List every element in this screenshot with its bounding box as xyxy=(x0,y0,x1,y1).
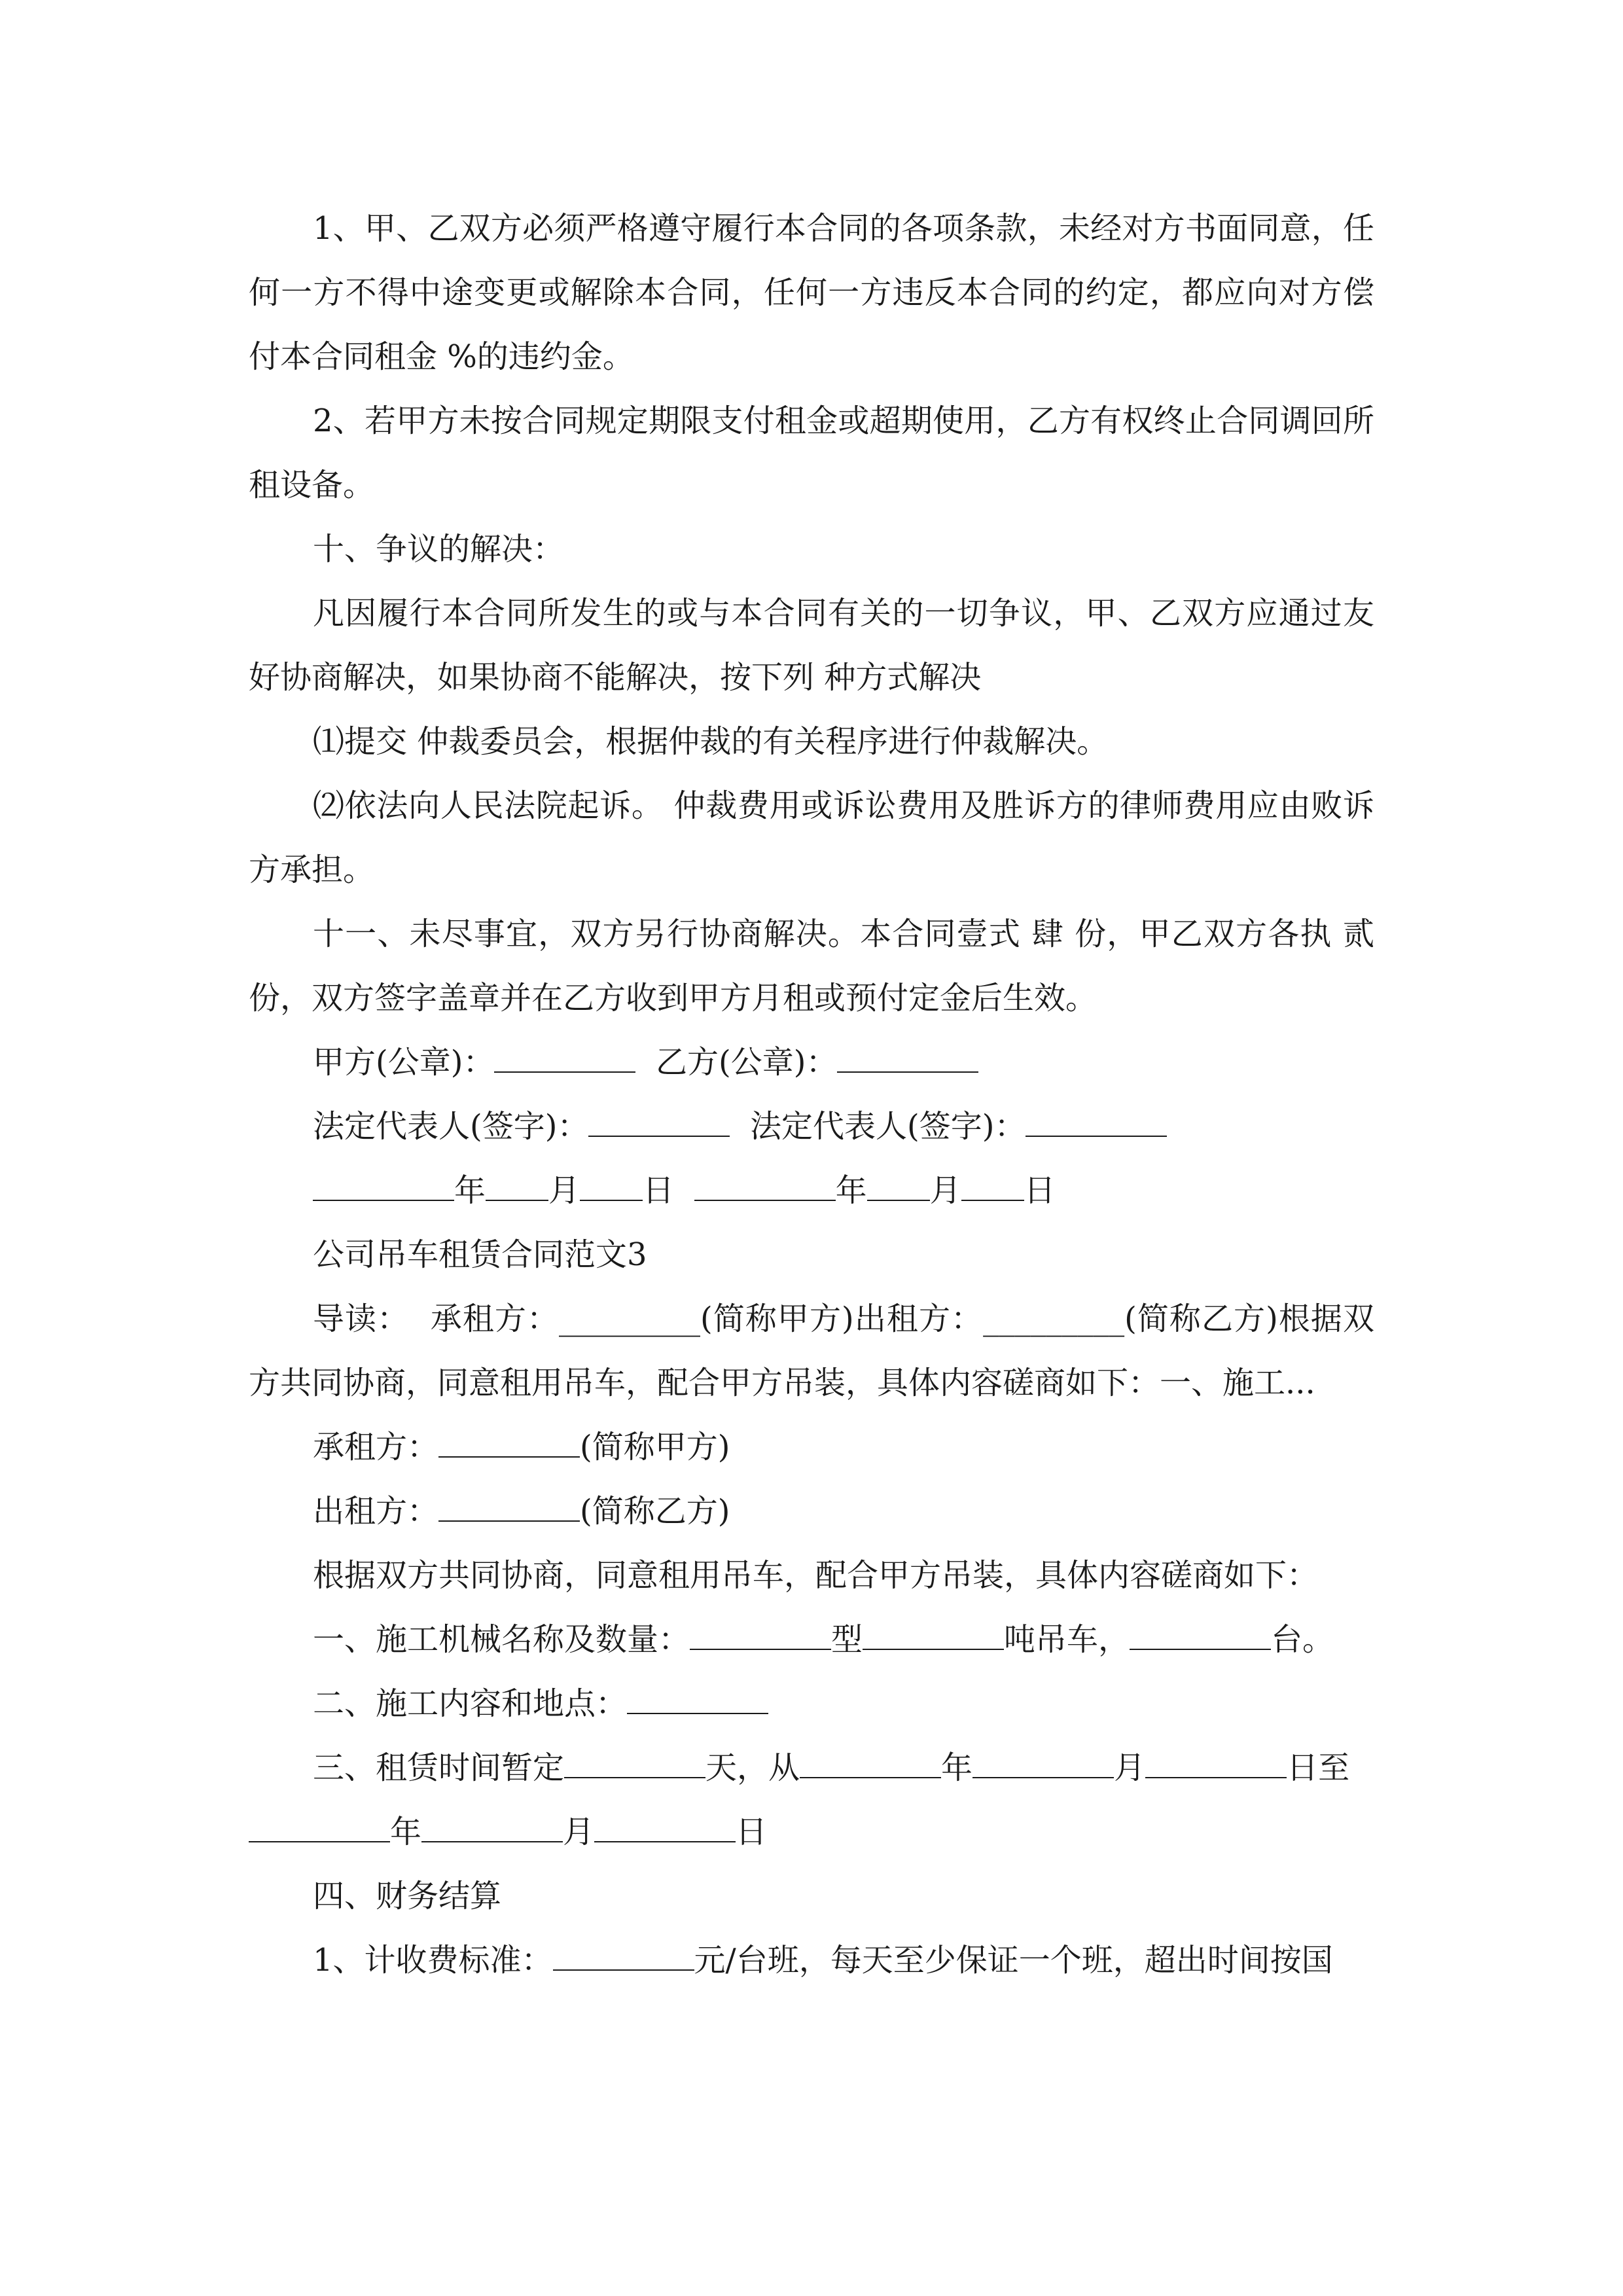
item-1-label: 一、施工机械名称及数量： xyxy=(313,1621,690,1658)
date-a-month-blank[interactable] xyxy=(486,1160,548,1201)
item-3-start-month: 月 xyxy=(1114,1749,1146,1786)
dispute-heading: 十、争议的解决： xyxy=(313,531,565,567)
item-3-days-blank[interactable] xyxy=(564,1738,705,1778)
party-a-seal-blank[interactable] xyxy=(494,1032,635,1073)
item-2-blank[interactable] xyxy=(627,1674,768,1714)
item-1-type: 型 xyxy=(831,1621,863,1658)
item-1-ton-blank[interactable] xyxy=(863,1609,1004,1650)
item-3-to: 日至 xyxy=(1287,1749,1350,1786)
item-3-days: 天，从 xyxy=(705,1749,800,1786)
date-b-day-blank[interactable] xyxy=(961,1160,1024,1201)
item-3-start-year-blank[interactable] xyxy=(800,1738,941,1778)
fee-blank[interactable] xyxy=(553,1930,694,1971)
intro-paragraph: 导读： 承租方：_________(简称甲方)出租方：_________(简称乙方)根据双方共同协商，同意租用吊车，配合甲方吊装，具体内容磋商如下：一、施工... xyxy=(249,1300,1374,1401)
item-3-end-day: 日 xyxy=(736,1814,768,1850)
party-a-rep-label: 法定代表人(签字)： xyxy=(313,1108,589,1145)
litigation-option: ⑵依法向人民法院起诉。 仲裁费用或诉讼费用及胜诉方的律师费用应由败诉方承担。 xyxy=(249,787,1374,888)
date-a-year-label: 年 xyxy=(454,1172,486,1209)
date-a-year-blank[interactable] xyxy=(313,1160,454,1201)
party-b-seal-label: 乙方(公章)： xyxy=(655,1044,838,1081)
item-1-count-blank[interactable] xyxy=(1130,1609,1271,1650)
date-b-year-label: 年 xyxy=(835,1172,867,1209)
clause-11-paragraph: 十一、未尽事宜，双方另行协商解决。本合同壹式 肆 份，甲乙双方各执 贰 份，双方签字盖章并在乙方收到甲方月租或预付定金后生效。 xyxy=(249,916,1385,1016)
lessee-label: 承租方： xyxy=(313,1429,439,1465)
party-b-seal-blank[interactable] xyxy=(837,1032,978,1073)
item-1-unit: 台。 xyxy=(1271,1621,1334,1658)
representative-line xyxy=(249,1094,1374,1158)
item-1-ton: 吨吊车， xyxy=(1004,1621,1130,1658)
date-b-day-label: 日 xyxy=(1024,1172,1056,1209)
date-b-year-blank[interactable] xyxy=(694,1160,836,1201)
fee-text: 元/台班，每天至少保证一个班，超出时间按国 xyxy=(694,1942,1333,1979)
item-3-end-year-blank[interactable] xyxy=(249,1802,390,1842)
item-3-end-day-blank[interactable] xyxy=(594,1802,736,1842)
fee-line xyxy=(249,1928,1374,1992)
lessor-suffix: (简称乙方) xyxy=(580,1493,730,1530)
party-a-rep-blank[interactable] xyxy=(588,1096,730,1137)
party-b-rep-blank[interactable] xyxy=(1026,1096,1167,1137)
fee-label: 1、计收费标准： xyxy=(313,1942,553,1979)
agreement-paragraph: 根据双方共同协商，同意租用吊车，配合甲方吊装，具体内容磋商如下： xyxy=(313,1557,1319,1594)
item-3-start-day-blank[interactable] xyxy=(1145,1738,1287,1778)
item-2-label: 二、施工内容和地点： xyxy=(313,1685,628,1722)
item-3-end-line xyxy=(249,1800,1374,1864)
item-3-end-year: 年 xyxy=(390,1814,422,1850)
document-page xyxy=(249,196,1385,1992)
lessor-label: 出租方： xyxy=(313,1493,439,1530)
date-a-day-label: 日 xyxy=(643,1172,675,1209)
party-a-seal-label: 甲方(公章)： xyxy=(313,1044,495,1081)
arbitration-option: ⑴提交 仲裁委员会，根据仲裁的有关程序进行仲裁解决。 xyxy=(313,723,1109,760)
clause-1-paragraph: 1、甲、乙双方必须严格遵守履行本合同的各项条款，未经对方书面同意，任何一方不得中途变更或解除本合同，任何一方违反本合同的约定，都应向对方偿付本合同租金 %的违约金。 xyxy=(249,210,1374,375)
clause-2-paragraph: 2、若甲方未按合同规定期限支付租金或超期使用，乙方有权终止合同调回所租设备。 xyxy=(249,403,1374,503)
lessee-suffix: (简称甲方) xyxy=(580,1429,730,1465)
date-a-month-label: 月 xyxy=(548,1172,580,1209)
lessor-line xyxy=(249,1479,1374,1543)
lessee-blank[interactable] xyxy=(438,1417,580,1458)
item-2-line xyxy=(249,1672,1374,1736)
item-3-line xyxy=(249,1736,1374,1800)
item-4-heading: 四、财务结算 xyxy=(313,1878,502,1914)
item-3-label: 三、租赁时间暂定 xyxy=(313,1749,565,1786)
lessee-line xyxy=(249,1415,1374,1479)
seal-line xyxy=(249,1030,1374,1094)
item-3-start-month-blank[interactable] xyxy=(972,1738,1114,1778)
date-a-day-blank[interactable] xyxy=(580,1160,643,1201)
item-1-model-blank[interactable] xyxy=(690,1609,831,1650)
section-title: 公司吊车租赁合同范文3 xyxy=(313,1236,647,1273)
item-3-start-year: 年 xyxy=(941,1749,973,1786)
date-line xyxy=(249,1158,1374,1223)
date-b-month-blank[interactable] xyxy=(867,1160,930,1201)
dispute-paragraph: 凡因履行本合同所发生的或与本合同有关的一切争议，甲、乙双方应通过友好协商解决，如果协商不能解决，按下列 种方式解决 xyxy=(249,595,1374,696)
party-b-rep-label: 法定代表人(签字)： xyxy=(749,1108,1026,1145)
item-1-line xyxy=(249,1607,1374,1672)
item-3-end-month-blank[interactable] xyxy=(421,1802,563,1842)
item-3-end-month: 月 xyxy=(563,1814,595,1850)
lessor-blank[interactable] xyxy=(438,1481,580,1522)
date-b-month-label: 月 xyxy=(929,1172,961,1209)
